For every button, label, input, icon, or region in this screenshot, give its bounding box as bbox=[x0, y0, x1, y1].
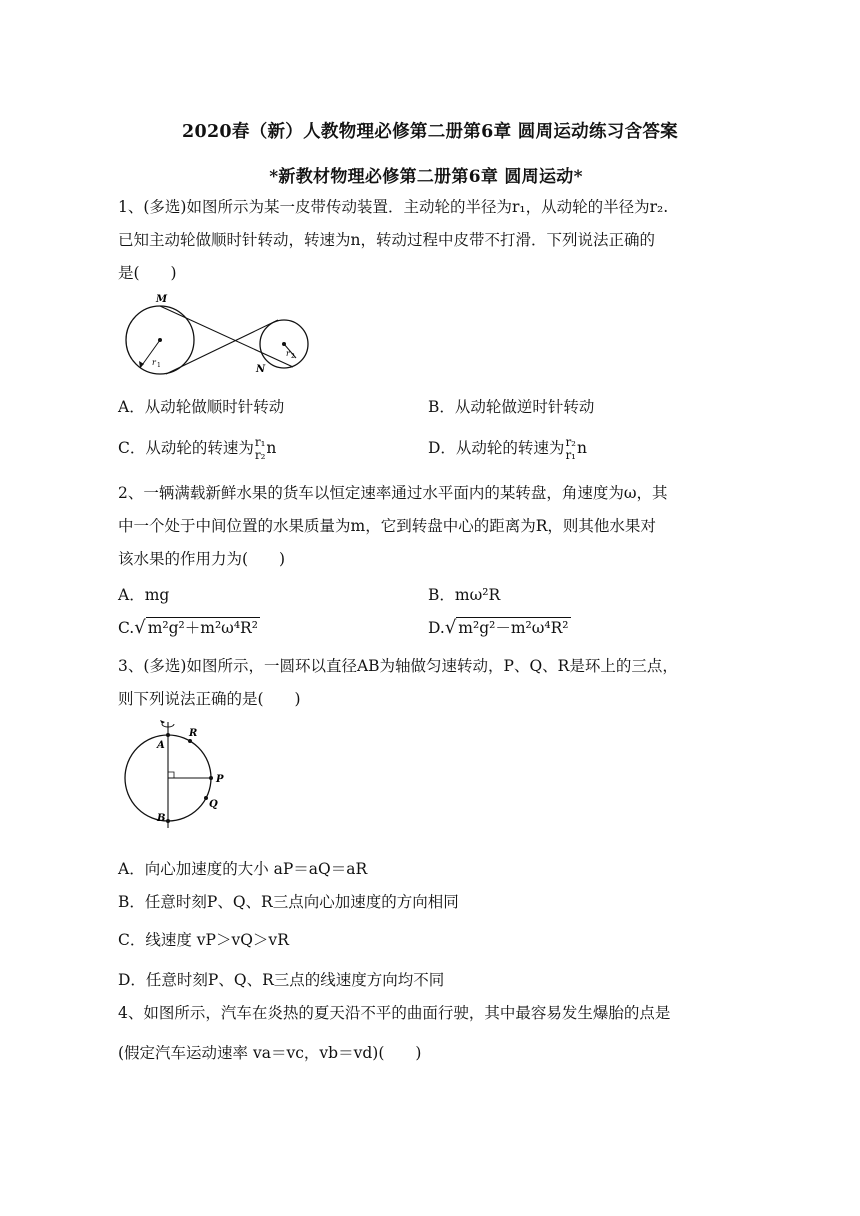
q1-option-c-fraction: r₁ r₂ bbox=[254, 435, 266, 462]
q3-option-a: A．向心加速度的大小 aP＝aQ＝aR bbox=[118, 860, 368, 878]
sqrt-expression: √ m²g²－m²ω⁴R² bbox=[444, 617, 569, 638]
label-Q: Q bbox=[209, 799, 218, 810]
label-A: A bbox=[157, 740, 165, 751]
q2-line-2: 中一个处于中间位置的水果质量为m，它到转盘中心的距离为R，则其他水果对 bbox=[118, 517, 656, 535]
q3-option-d: D．任意时刻P、Q、R三点的线速度方向均不同 bbox=[118, 971, 445, 989]
q3-line-2: 则下列说法正确的是( ) bbox=[118, 690, 301, 708]
label-r1: r bbox=[152, 358, 156, 367]
q2-option-d: D. √ m²g²－m²ω⁴R² bbox=[428, 617, 569, 638]
sqrt-expression: √ m²g²＋m²ω⁴R² bbox=[134, 617, 258, 638]
label-N: N bbox=[256, 364, 266, 375]
q1-option-d-fraction: r₂ r₁ bbox=[565, 435, 576, 462]
belt-upper-cross bbox=[160, 306, 293, 367]
q1-option-d: D．从动轮的转速为 r₂ r₁ n bbox=[428, 435, 587, 462]
q1-line-1: 1、(多选)如图所示为某一皮带传动装置．主动轮的半径为r₁，从动轮的半径为r₂. bbox=[118, 198, 669, 216]
q1-line-3: 是( ) bbox=[118, 264, 177, 282]
q1-line-2: 已知主动轮做顺时针转动，转速为n，转动过程中皮带不打滑．下列说法正确的 bbox=[118, 231, 655, 249]
q2-option-b: B．mω²R bbox=[428, 586, 501, 604]
q2-option-a: A．mg bbox=[118, 586, 170, 604]
document-subtitle: *新教材物理必修第二册第6章 圆周运动* bbox=[269, 167, 583, 187]
q2-line-3: 该水果的作用力为( ) bbox=[118, 550, 286, 568]
q1-option-c: C．从动轮的转速为 r₁ r₂ n bbox=[118, 435, 277, 462]
svg-text:1: 1 bbox=[157, 362, 161, 369]
q1-option-c-text: C．从动轮的转速为 bbox=[118, 439, 254, 457]
svg-text:2: 2 bbox=[291, 353, 295, 360]
q4-line-2: (假定汽车运动速率 va＝vc，vb＝vd)( ) bbox=[118, 1044, 422, 1062]
belt-drive-figure bbox=[118, 292, 318, 382]
q3-option-b: B．任意时刻P、Q、R三点向心加速度的方向相同 bbox=[118, 893, 459, 911]
q4-line-1: 4、如图所示，汽车在炎热的夏天沿不平的曲面行驶，其中最容易发生爆胎的点是 bbox=[118, 1004, 671, 1022]
rotating-ring-figure bbox=[118, 714, 228, 832]
q3-option-c: C．线速度 vP＞vQ＞vR bbox=[118, 931, 289, 949]
document-title: 2020春（新）人教物理必修第二册第6章 圆周运动练习含答案 bbox=[182, 122, 678, 142]
q1-option-a: A．从动轮做顺时针转动 bbox=[118, 398, 285, 416]
label-B: B bbox=[157, 813, 166, 824]
label-P: P bbox=[216, 774, 224, 785]
q2-option-c: C. √ m²g²＋m²ω⁴R² bbox=[118, 617, 258, 638]
label-M: M bbox=[156, 294, 168, 305]
q3-line-1: 3、(多选)如图所示，一圆环以直径AB为轴做匀速转动，P、Q、R是环上的三点， bbox=[118, 657, 678, 675]
q1-option-b: B．从动轮做逆时针转动 bbox=[428, 398, 595, 416]
q2-line-1: 2、一辆满载新鲜水果的货车以恒定速率通过水平面内的某转盘，角速度为ω，其 bbox=[118, 484, 668, 502]
q1-option-d-text: D．从动轮的转速为 bbox=[428, 439, 565, 457]
label-r2: r bbox=[286, 349, 290, 358]
label-R: R bbox=[189, 728, 198, 739]
